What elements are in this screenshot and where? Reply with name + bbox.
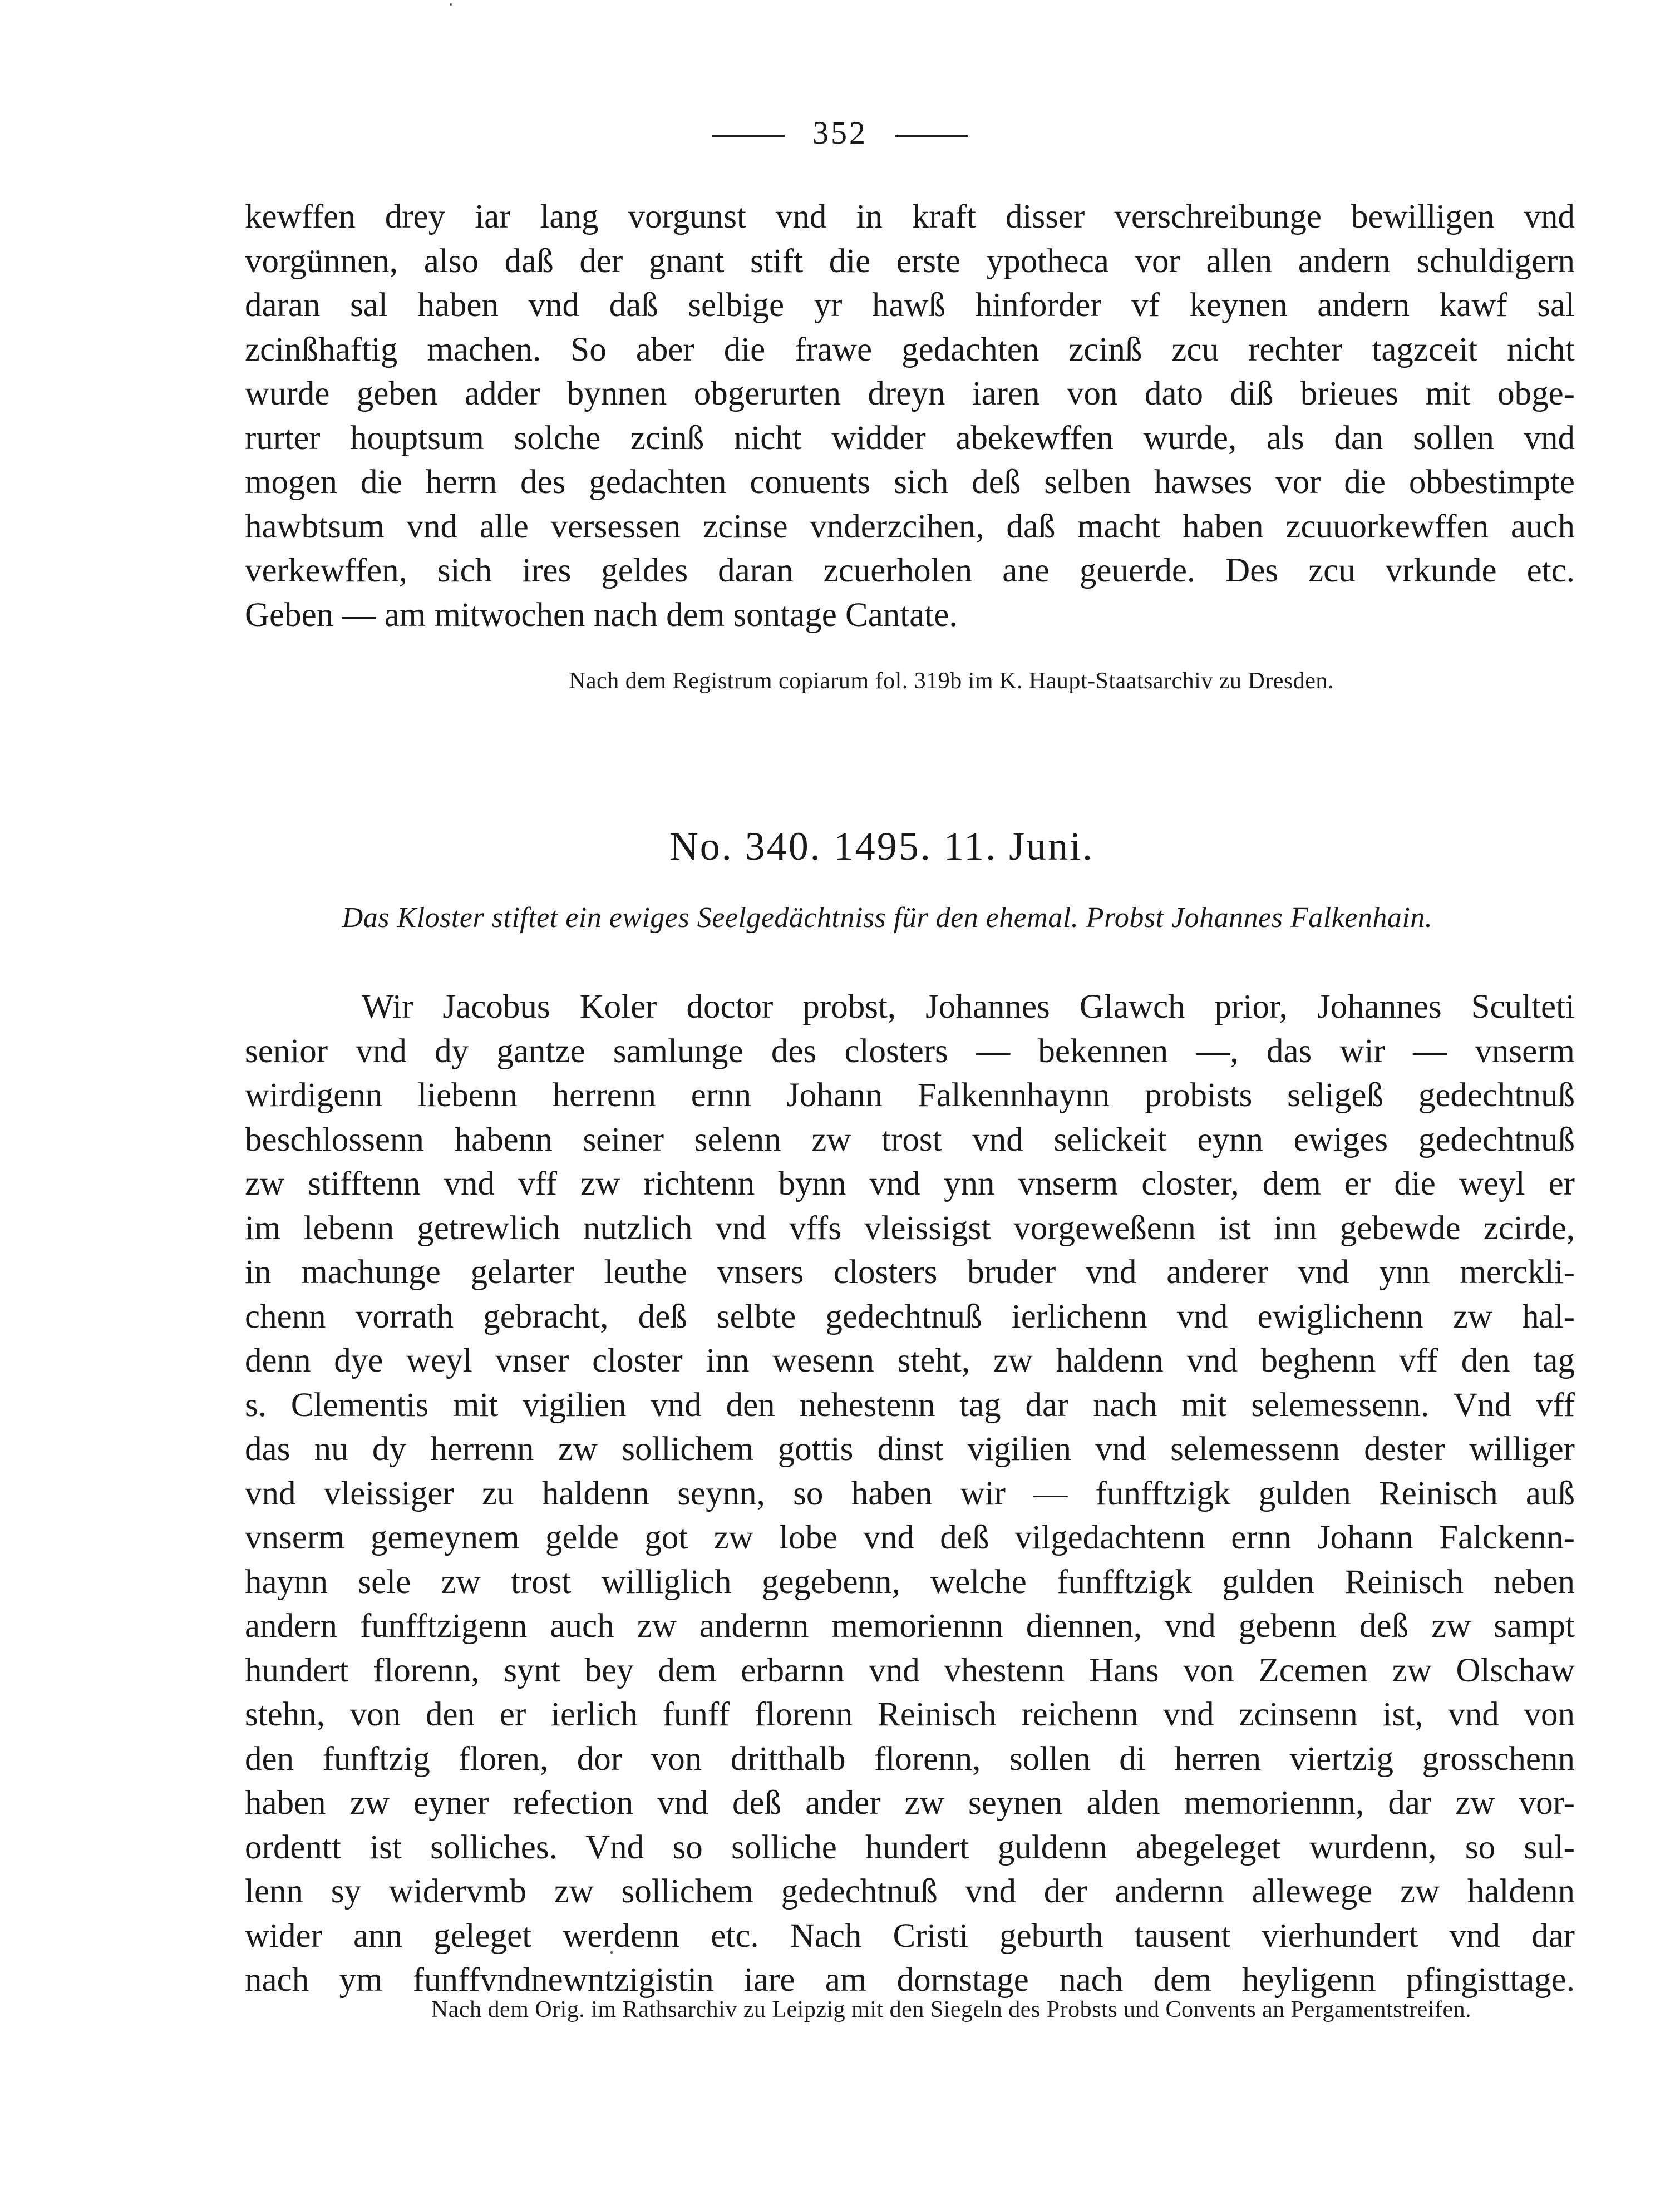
header-rule-left — [712, 135, 785, 137]
text-line: hundert florenn, synt bey dem erbarnn vnd vhestenn Hans von Zcemen zw Olschaw — [245, 1651, 1575, 1689]
document-text-continuation — [245, 195, 1575, 637]
text-line: ordentt ist solliches. Vnd so solliche hundert guldenn abegeleget wurdenn, so sul- — [245, 1828, 1575, 1866]
text-line: denn dye weyl vnser closter inn wesenn steht, zw haldenn vnd beghenn vff den tag — [245, 1342, 1575, 1379]
text-line: wurde geben adder bynnen obgerurten dreyn iaren von dato diß brieues mit obge- — [245, 375, 1575, 412]
text-line: daran sal haben vnd daß selbige yr hawß hinforder vf keynen andern kawf sal — [245, 287, 1575, 324]
text-line: Geben — am mitwochen nach dem sontage Cantate. — [245, 596, 958, 634]
charter-heading: No. 340. 1495. 11. Juni. — [669, 824, 1095, 869]
text-line: kewffen drey iar lang vorgunst vnd in kraft disser verschreibunge bewilligen vnd — [245, 198, 1575, 235]
text-line: mogen die herrn des gedachten conuents sich deß selben hawses vor die obbestimpte — [245, 463, 1575, 501]
text-line: Wir Jacobus Koler doctor probst, Johannes Glawch prior, Johannes Sculteti — [362, 988, 1575, 1025]
page-header — [0, 114, 1680, 151]
text-line: chenn vorrath gebracht, deß selbte gedechtnuß ierlichenn vnd ewiglichenn zw hal- — [245, 1298, 1575, 1335]
text-line: andern funfftzigenn auch zw andernn memoriennn diennen, vnd gebenn deß zw sampt — [245, 1607, 1575, 1645]
header-rule-right — [895, 135, 968, 137]
text-line: vorgünnen, also daß der gnant stift die erste ypotheca vor allen andern schuldigern — [245, 242, 1575, 280]
source-note: Nach dem Orig. im Rathsarchiv zu Leipzig mit den Siegeln des Probsts und Convents an Pergamentstreifen. — [431, 1997, 1472, 2023]
text-line: stehn, von den er ierlich funff florenn Reinisch reichenn vnd zcinsenn ist, vnd von — [245, 1696, 1575, 1733]
text-line: wirdigenn liebenn herrenn ernn Johann Falkennhaynn probists seligeß gedechtnuß — [245, 1077, 1575, 1114]
text-line: zw stifftenn vnd vff zw richtenn bynn vnd ynn vnserm closter, dem er die weyl er — [245, 1165, 1575, 1202]
scan-speck — [450, 3, 452, 6]
text-line: hawbtsum vnd alle versessen zcinse vnderzcihen, daß macht haben zcuuorkewffen auch — [245, 507, 1575, 545]
charter-text — [245, 985, 1575, 2002]
text-line: vnserm gemeynem gelde got zw lobe vnd deß vilgedachtenn ernn Johann Falckenn- — [245, 1519, 1575, 1556]
text-line: in machunge gelarter leuthe vnsers closters bruder vnd anderer vnd ynn merckli- — [245, 1254, 1575, 1291]
text-line: s. Clementis mit vigilien vnd den nehestenn tag dar nach mit selemessenn. Vnd vff — [245, 1386, 1575, 1424]
text-line: das nu dy herrenn zw sollichem gottis dinst vigilien vnd selemessenn dester williger — [245, 1430, 1575, 1468]
page-number: 352 — [812, 115, 868, 151]
text-line: nach ym funffvndnewntzigistin iare am dornstage nach dem heyligenn pfingisttage. — [245, 1961, 1575, 1999]
text-line: zcinßhaftig machen. So aber die frawe gedachten zcinß zcu rechter tagzceit nicht — [245, 330, 1575, 368]
text-line: vnd vleissiger zu haldenn seynn, so haben wir — funfftzigk gulden Reinisch auß — [245, 1474, 1575, 1512]
source-note: Nach dem Registrum copiarum fol. 319b im K. Haupt-Staatsarchiv zu Dresden. — [569, 668, 1334, 694]
text-line: wider ann geleget werdenn etc. Nach Cristi geburth tausent vierhundert vnd dar — [245, 1917, 1575, 1955]
text-line: haben zw eyner refection vnd deß ander zw seynen alden memoriennn, dar zw vor- — [245, 1784, 1575, 1822]
text-line: haynn sele zw trost williglich gegebenn, welche funfftzigk gulden Reinisch neben — [245, 1563, 1575, 1601]
text-line: den funftzig floren, dor von dritthalb florenn, sollen di herren viertzig grosschenn — [245, 1740, 1575, 1778]
text-line: lenn sy widervmb zw sollichem gedechtnuß vnd der andernn allewege zw haldenn — [245, 1873, 1575, 1910]
text-line: im lebenn getrewlich nutzlich vnd vffs vleissigst vorgeweßenn ist inn gebewde zcirde, — [245, 1209, 1575, 1247]
text-line: senior vnd dy gantze samlunge des closters — bekennen —, das wir — vnserm — [245, 1032, 1575, 1070]
text-line: beschlossenn habenn seiner selenn zw trost vnd selickeit eynn ewiges gedechtnuß — [245, 1121, 1575, 1158]
charter-subtitle: Das Kloster stiftet ein ewiges Seelgedächtniss für den ehemal. Probst Johannes Falkenhain. — [342, 902, 1433, 934]
text-line: verkewffen, sich ires geldes daran zcuerholen ane geuerde. Des zcu vrkunde etc. — [245, 552, 1575, 589]
text-line: rurter houptsum solche zcinß nicht widder abekewffen wurde, als dan sollen vnd — [245, 419, 1575, 457]
